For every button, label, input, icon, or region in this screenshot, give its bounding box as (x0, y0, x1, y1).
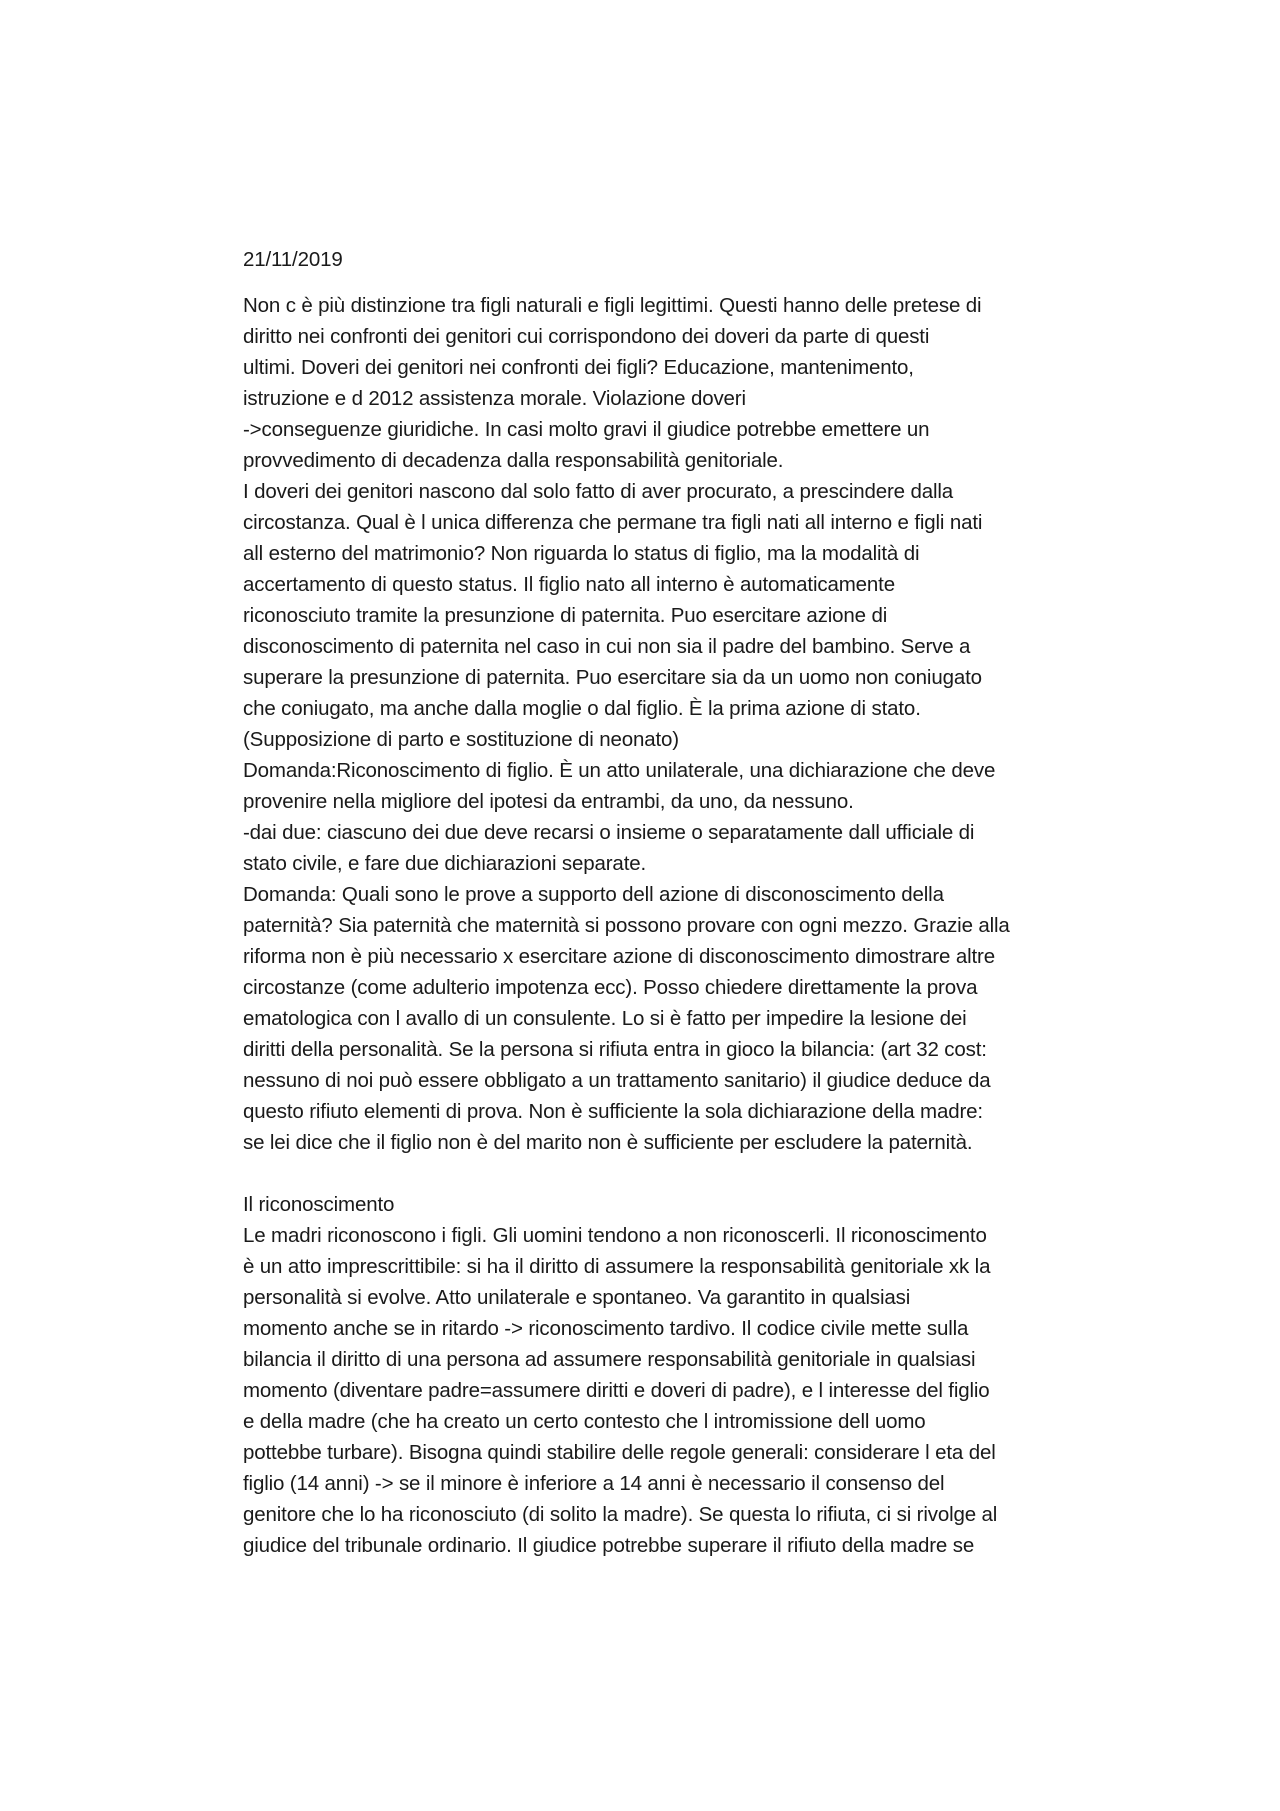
text-line: Le madri riconoscono i figli. Gli uomini tendono a non riconoscerli. Il riconoscimento (243, 1224, 987, 1247)
text-line: questo rifiuto elementi di prova. Non è sufficiente la sola dichiarazione della madre: (243, 1100, 983, 1123)
text-line: momento (diventare padre=assumere diritti e doveri di padre), e l interesse del figlio (243, 1379, 990, 1402)
text-line: circostanza. Qual è l unica differenza che permane tra figli nati all interno e figli nati (243, 511, 983, 534)
text-line: disconoscimento di paternita nel caso in cui non sia il padre del bambino. Serve a (243, 635, 971, 658)
text-line: circostanze (come adulterio impotenza ecc). Posso chiedere direttamente la prova (243, 976, 978, 999)
text-line: se lei dice che il figlio non è del marito non è sufficiente per escludere la paternità. (243, 1131, 973, 1154)
text-line: (Supposizione di parto e sostituzione di neonato) (243, 728, 679, 751)
paragraph-gap (243, 1158, 1073, 1189)
text-line: nessuno di noi può essere obbligato a un trattamento sanitario) il giudice deduce da (243, 1069, 991, 1092)
text-line: ultimi. Doveri dei genitori nei confronti dei figli? Educazione, mantenimento, (243, 356, 914, 379)
text-line: momento anche se in ritardo -> riconoscimento tardivo. Il codice civile mette sulla (243, 1317, 969, 1340)
text-line: e della madre (che ha creato un certo contesto che l intromissione dell uomo (243, 1410, 926, 1433)
text-line: ->conseguenze giuridiche. In casi molto gravi il giudice potrebbe emettere un (243, 418, 930, 441)
text-line: pottebbe turbare). Bisogna quindi stabilire delle regole generali: considerare l eta del (243, 1441, 996, 1464)
text-line: provvedimento di decadenza dalla responsabilità genitoriale. (243, 449, 784, 472)
text-line: personalità si evolve. Atto unilaterale e spontaneo. Va garantito in qualsiasi (243, 1286, 911, 1309)
text-line: paternità? Sia paternità che maternità si possono provare con ogni mezzo. Grazie alla (243, 914, 1010, 937)
paragraph-section-2 (243, 1189, 1073, 1561)
text-line: giudice del tribunale ordinario. Il giudice potrebbe superare il rifiuto della madre se (243, 1534, 975, 1557)
text-line: provenire nella migliore del ipotesi da entrambi, da uno, da nessuno. (243, 790, 854, 813)
text-line: stato civile, e fare due dichiarazioni separate. (243, 852, 647, 875)
text-line: figlio (14 anni) -> se il minore è inferiore a 14 anni è necessario il consenso del (243, 1472, 945, 1495)
text-line: genitore che lo ha riconosciuto (di solito la madre). Se questa lo rifiuta, ci si rivolge al (243, 1503, 998, 1526)
paragraph-section-1 (243, 290, 1073, 1158)
text-line: Domanda:Riconoscimento di figlio. È un atto unilaterale, una dichiarazione che deve (243, 759, 996, 782)
text-line: Non c è più distinzione tra figli naturali e figli legittimi. Questi hanno delle pretese di (243, 294, 982, 317)
text-line: accertamento di questo status. Il figlio nato all interno è automaticamente (243, 573, 895, 596)
text-line: che coniugato, ma anche dalla moglie o dal figlio. È la prima azione di stato. (243, 697, 921, 720)
text-line: è un atto imprescrittibile: si ha il diritto di assumere la responsabilità genitoriale xk la (243, 1255, 991, 1278)
text-line: diritto nei confronti dei genitori cui corrispondono dei doveri da parte di questi (243, 325, 930, 348)
text-line: riforma non è più necessario x esercitare azione di disconoscimento dimostrare altre (243, 945, 995, 968)
text-line: I doveri dei genitori nascono dal solo fatto di aver procurato, a prescindere dalla (243, 480, 954, 503)
text-line: Domanda: Quali sono le prove a supporto dell azione di disconoscimento della (243, 883, 944, 906)
text-line: -dai due: ciascuno dei due deve recarsi o insieme o separatamente dall ufficiale di (243, 821, 975, 844)
section-heading: Il riconoscimento (243, 1193, 395, 1216)
text-line: all esterno del matrimonio? Non riguarda lo status di figlio, ma la modalità di (243, 542, 920, 565)
text-line: riconosciuto tramite la presunzione di paternita. Puo esercitare azione di (243, 604, 888, 627)
text-line: diritti della personalità. Se la persona si rifiuta entra in gioco la bilancia: (art 32 cost: (243, 1038, 987, 1061)
text-line: superare la presunzione di paternita. Puo esercitare sia da un uomo non coniugato (243, 666, 982, 689)
text-line: ematologica con l avallo di un consulente. Lo si è fatto per impedire la lesione dei (243, 1007, 967, 1030)
text-line: bilancia il diritto di una persona ad assumere responsabilità genitoriale in qualsiasi (243, 1348, 976, 1371)
text-line: istruzione e d 2012 assistenza morale. Violazione doveri (243, 387, 746, 410)
document-date: 21/11/2019 (243, 248, 343, 271)
document-body (243, 244, 1073, 1604)
